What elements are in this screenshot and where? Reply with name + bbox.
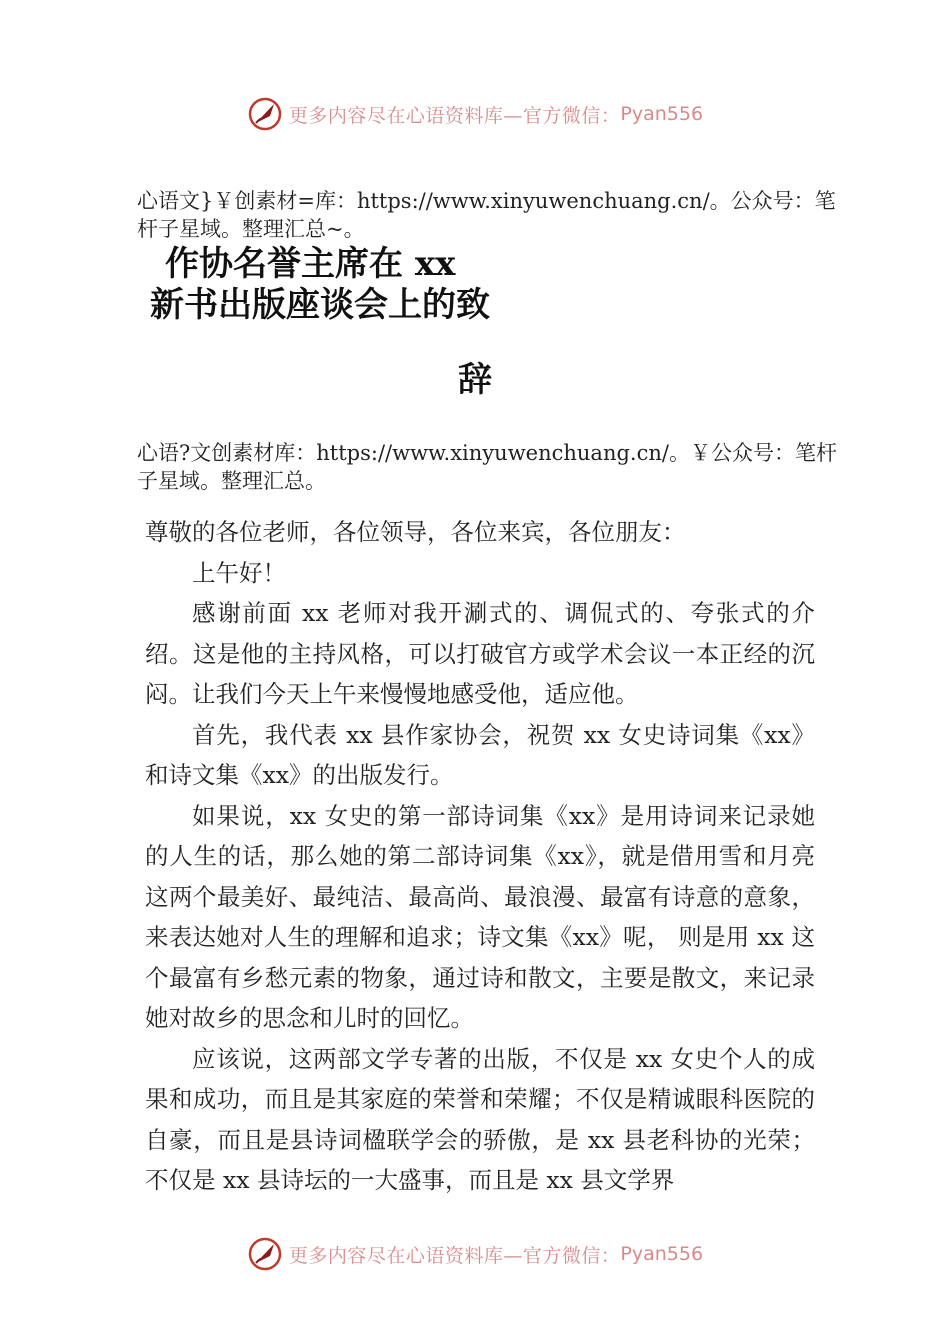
paragraph: 上午好！: [192, 558, 286, 587]
salutation: 尊敬的各位老师，各位领导，各位来宾，各位朋友：: [145, 518, 686, 546]
paragraph: 首先，我代表 xx 县作家协会，祝贺 xx 女史诗词集《xx》和诗文集《xx》的出版发行。: [145, 720, 815, 789]
document-title-line-3: 辞: [458, 360, 492, 400]
document-title-line-1: 作协名誉主席在 xx: [165, 244, 456, 284]
speech-body: [145, 512, 815, 1201]
paragraph: 感谢前面 xx 老师对我开涮式的、调侃式的、夸张式的介绍。这是他的主持风格，可以打破官方或学术会议一本正经的沉闷。让我们今天上午来慢慢地感受他，适应他。: [145, 599, 815, 708]
footer-banner: [0, 1232, 950, 1276]
watermark-text-1: 心语文}￥创素材=库：https://www.xinyuwenchuang.cn/。公众号：笔杆子星域。整理汇总~。: [137, 189, 836, 241]
header-banner-text: 更多内容尽在心语资料库—官方微信：: [288, 104, 621, 127]
quill-pen-logo-icon: [247, 96, 283, 132]
footer-banner-text: 更多内容尽在心语资料库—官方微信：: [288, 1244, 621, 1267]
quill-pen-logo-icon: [247, 1236, 283, 1272]
header-banner: [0, 92, 950, 136]
footer-wechat-id: Pyan556: [620, 1243, 704, 1265]
document-title-line-2: 新书出版座谈会上的致: [150, 285, 490, 325]
paragraph: 如果说，xx 女史的第一部诗词集《xx》是用诗词来记录她的人生的话，那么她的第二部诗词集《xx》，就是借用雪和月亮这两个最美好、最纯洁、最高尚、最浪漫、最富有诗意的意象，来表达她对人生的理解和追求；诗文集《xx》呢， 则是用 xx 这个最富有乡愁元素的物象，通过诗和散文，主要是散文，来记录她对故乡的思念和儿时的回忆。: [145, 801, 815, 1032]
watermark-text-2: 心语?文创素材库：https://www.xinyuwenchuang.cn/。￥公众号：笔杆子星域。整理汇总。: [137, 441, 837, 493]
header-wechat-id: Pyan556: [620, 103, 704, 125]
paragraph: 应该说，这两部文学专著的出版，不仅是 xx 女史个人的成果和成功，而且是其家庭的荣誉和荣耀；不仅是精诚眼科医院的自豪，而且是县诗词楹联学会的骄傲，是 xx 县老科协的光荣；不仅是 xx 县诗坛的一大盛事，而且是 xx 县文学界: [145, 1044, 815, 1194]
